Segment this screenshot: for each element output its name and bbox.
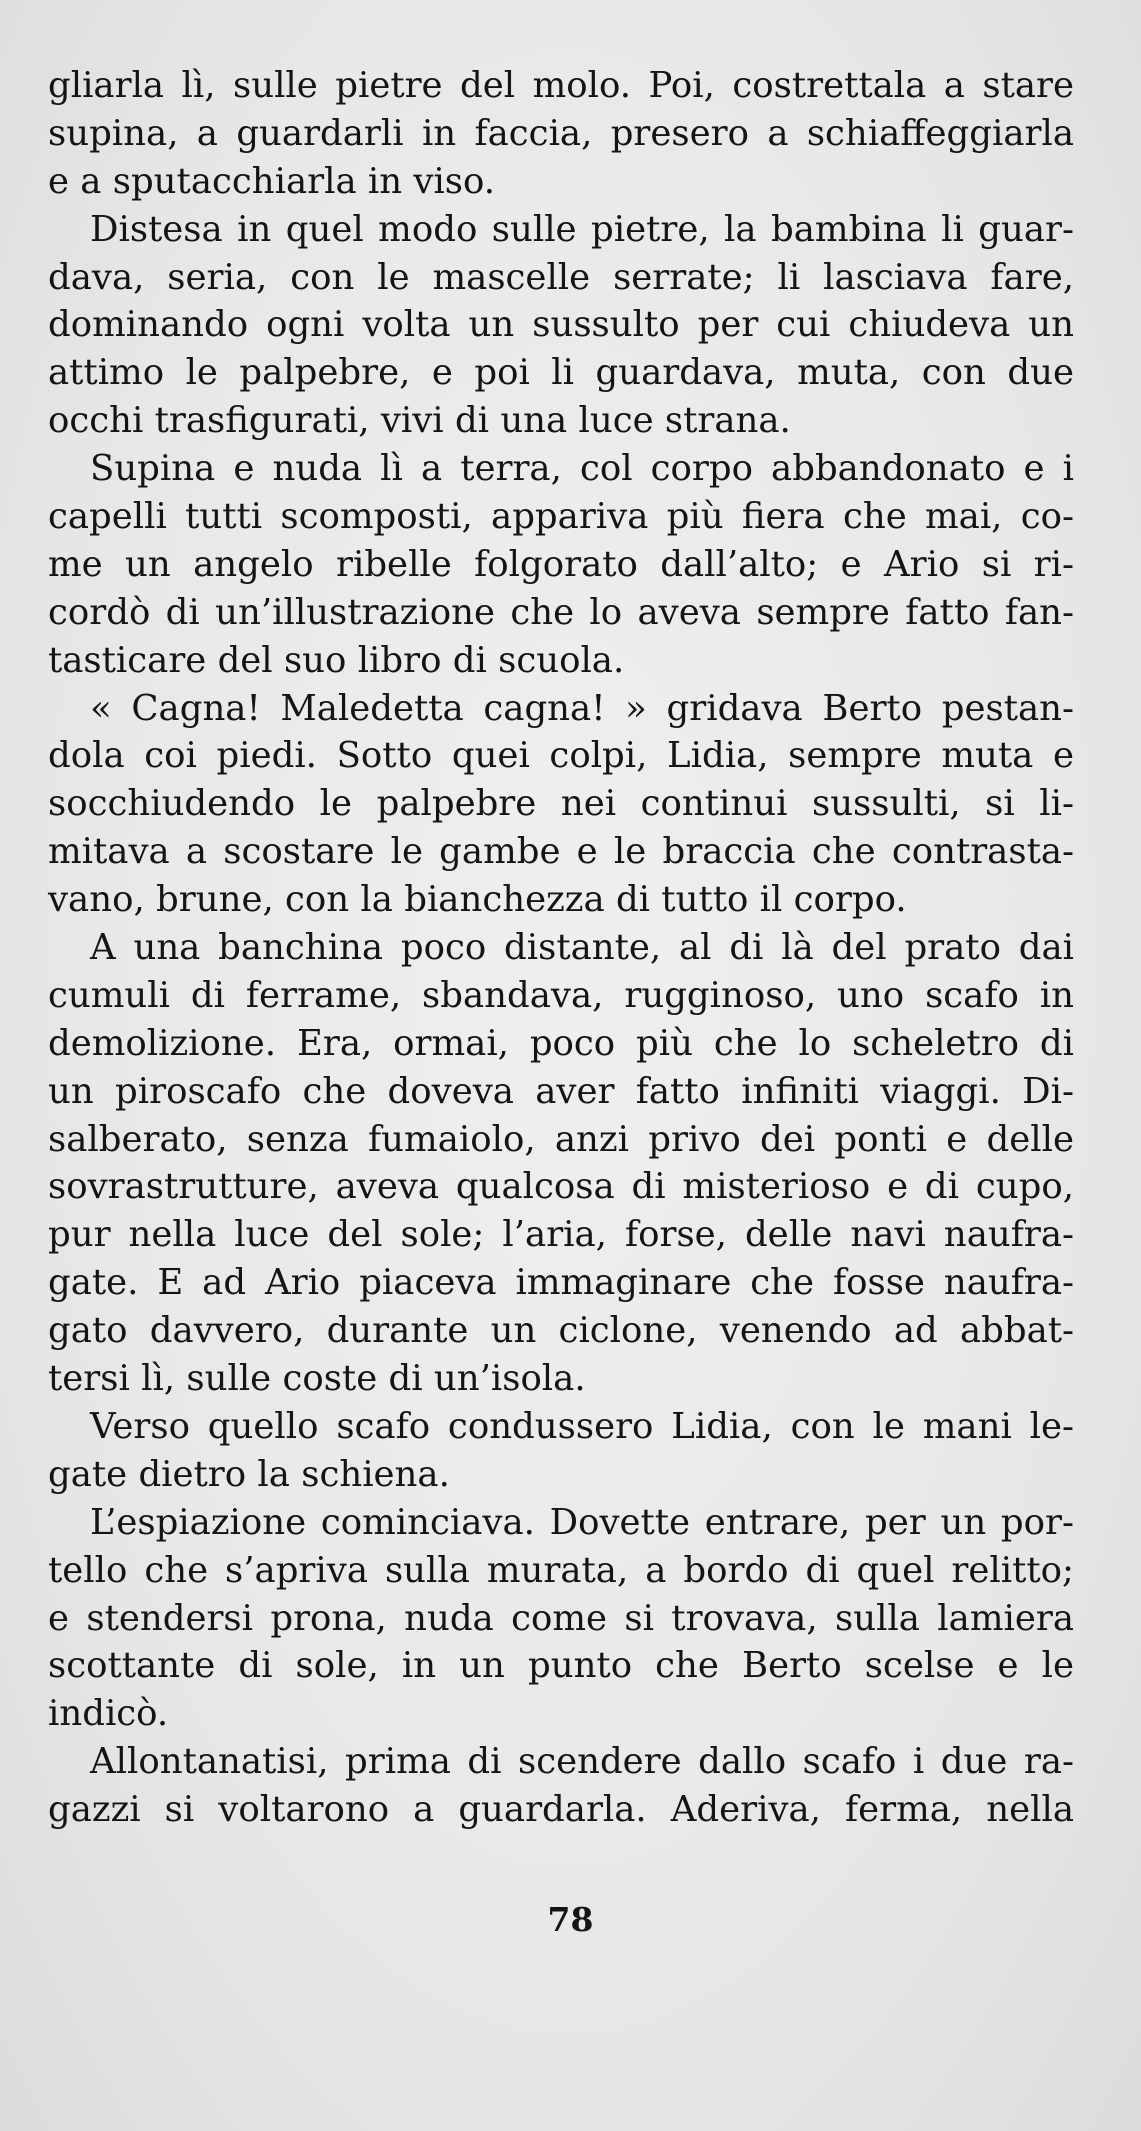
text-line: e a sputacchiarla in viso. xyxy=(48,160,496,202)
text-line: tasticare del suo libro di scuola. xyxy=(48,639,625,681)
text-line: Supina e nuda lì a terra, col corpo abbandonato e i xyxy=(90,448,1074,490)
text-line: tersi lì, sulle coste di un’isola. xyxy=(48,1358,586,1400)
text-line: gate. E ad Ario piaceva immaginare che fosse naufra- xyxy=(48,1262,1074,1304)
page-number: 78 xyxy=(547,1900,594,1939)
text-line: gate dietro la schiena. xyxy=(48,1453,450,1495)
paragraph-5 xyxy=(48,924,1074,1403)
paragraph-3 xyxy=(48,445,1074,684)
paragraph-6 xyxy=(48,1403,1074,1499)
paragraph-8 xyxy=(48,1738,1074,1834)
body-text xyxy=(48,62,1074,1834)
text-line: attimo le palpebre, e poi li guardava, muta, con due xyxy=(48,352,1074,394)
text-line: sovrastrutture, aveva qualcosa di misterioso e di cupo, xyxy=(48,1166,1074,1208)
paragraph-2 xyxy=(48,206,1074,445)
text-line: me un angelo ribelle folgorato dall’alto; e Ario si ri- xyxy=(48,543,1074,585)
text-line: L’espiazione cominciava. Dovette entrare, per un por- xyxy=(90,1501,1074,1543)
text-line: salberato, senza fumaiolo, anzi privo dei ponti e delle xyxy=(48,1118,1074,1160)
text-line: pur nella luce del sole; l’aria, forse, delle navi naufra- xyxy=(48,1214,1074,1256)
text-line: e stendersi prona, nuda come si trovava, sulla lamiera xyxy=(48,1597,1074,1639)
paragraph-4 xyxy=(48,685,1074,924)
text-line: A una banchina poco distante, al di là del prato dai xyxy=(90,927,1074,969)
paragraph-1 xyxy=(48,62,1074,206)
text-line: Distesa in quel modo sulle pietre, la bambina li guar- xyxy=(90,208,1074,250)
text-line: vano, brune, con la bianchezza di tutto il corpo. xyxy=(48,879,907,921)
text-line: scottante di sole, in un punto che Berto scelse e le xyxy=(48,1645,1074,1687)
text-line: gazzi si voltarono a guardarla. Aderiva, ferma, nella xyxy=(48,1789,1074,1831)
text-line: gliarla lì, sulle pietre del molo. Poi, costrettala a stare xyxy=(48,65,1074,106)
paragraph-7 xyxy=(48,1499,1074,1738)
text-line: dominando ogni volta un sussulto per cui chiudeva un xyxy=(48,304,1074,346)
text-line: indicò. xyxy=(48,1693,169,1735)
text-line: un piroscafo che doveva aver fatto infiniti viaggi. Di- xyxy=(48,1070,1074,1112)
text-line: « Cagna! Maledetta cagna! » gridava Berto pestan- xyxy=(90,687,1074,729)
text-line: Verso quello scafo condussero Lidia, con le mani le- xyxy=(90,1405,1074,1447)
text-line: mitava a scostare le gambe e le braccia che contrasta- xyxy=(48,831,1074,873)
text-line: supina, a guardarli in faccia, presero a schiaffeggiarla xyxy=(48,112,1074,154)
text-line: Allontanatisi, prima di scendere dallo scafo i due ra- xyxy=(90,1741,1074,1783)
text-line: occhi trasfigurati, vivi di una luce strana. xyxy=(48,400,791,442)
text-line: gato davvero, durante un ciclone, venendo ad abbat- xyxy=(48,1310,1074,1352)
text-line: cumuli di ferrame, sbandava, rugginoso, uno scafo in xyxy=(48,974,1074,1016)
text-line: demolizione. Era, ormai, poco più che lo scheletro di xyxy=(48,1022,1074,1064)
text-line: cordò di un’illustrazione che lo aveva sempre fatto fan- xyxy=(48,591,1074,633)
text-line: dava, seria, con le mascelle serrate; li lasciava fare, xyxy=(48,256,1074,298)
text-line: tello che s’apriva sulla murata, a bordo di quel relitto; xyxy=(48,1549,1074,1591)
text-line: dola coi piedi. Sotto quei colpi, Lidia, sempre muta e xyxy=(48,735,1074,777)
text-line: socchiudendo le palpebre nei continui sussulti, si li- xyxy=(48,783,1074,825)
text-line: capelli tutti scomposti, appariva più fiera che mai, co- xyxy=(48,496,1074,538)
